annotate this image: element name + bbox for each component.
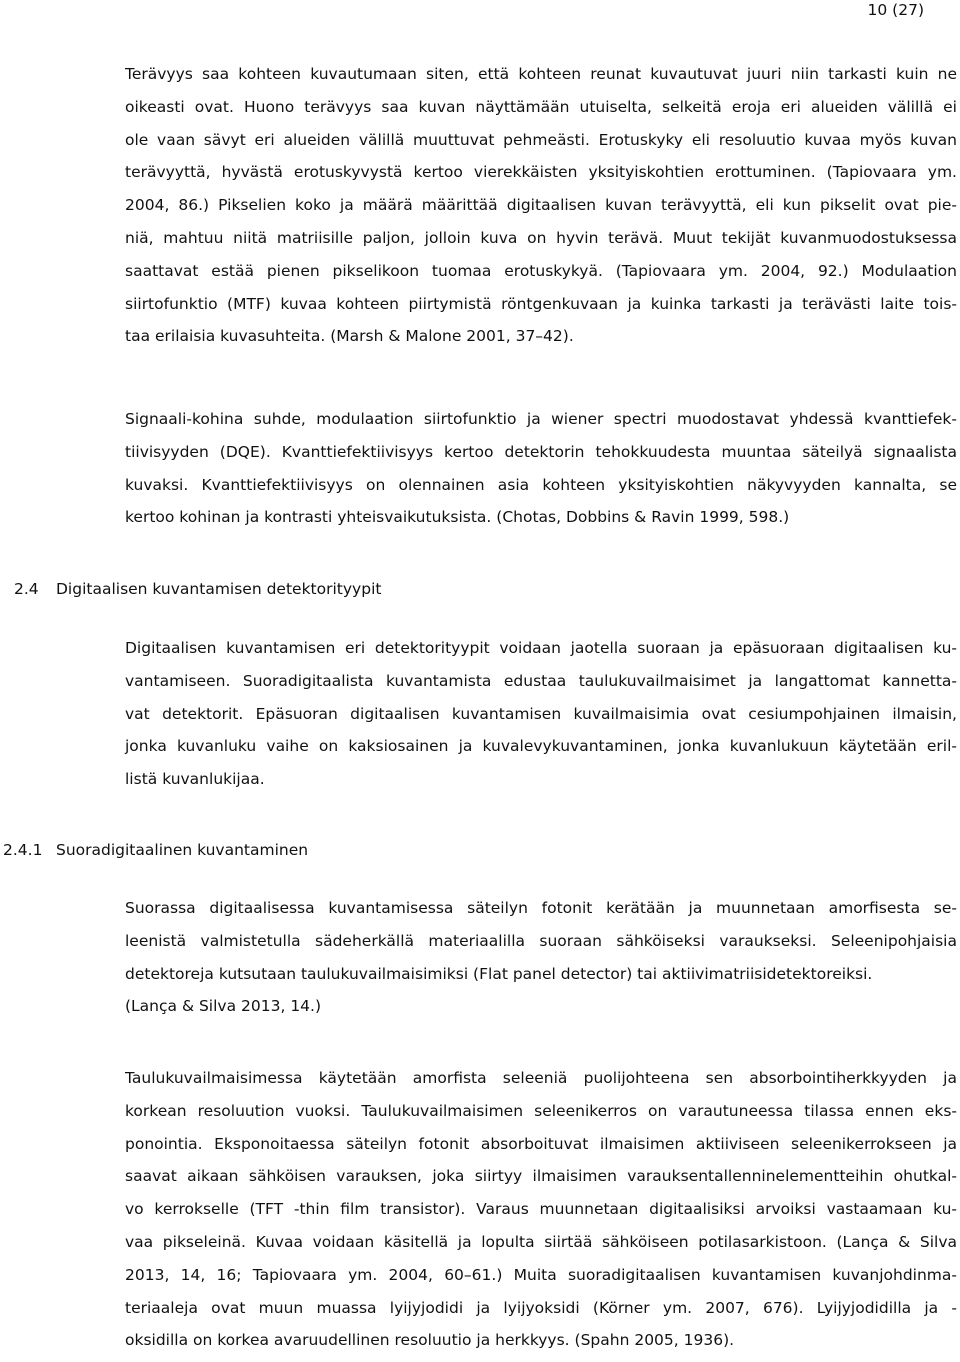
text-line: niä, mahtuu niitä matriisille paljon, jolloin kuva on hyvin terävä. Muut tekijät kuvanmuodostuksessa bbox=[125, 228, 957, 247]
text-line: listä kuvanlukijaa. bbox=[125, 770, 265, 789]
paragraph-flat-panel bbox=[125, 1062, 957, 1357]
text-line: vaa pikseleinä. Kuvaa voidaan käsitellä ja lopulta siirtää sähköiseen potilasarkistoon. (Lança & Silva bbox=[125, 1232, 957, 1251]
page-number: 10 (27) bbox=[867, 1, 924, 19]
text-line: saattavat estää pienen pikselikoon tuomaa erotuskykyä. (Tapiovaara ym. 2004, 92.) Modulaation bbox=[125, 261, 957, 280]
text-line: jonka kuvanluku vaihe on kaksiosainen ja kuvalevykuvantaminen, jonka kuvanlukuun käytetään eril- bbox=[125, 737, 957, 756]
text-line: vat detektorit. Epäsuoran digitaalisen kuvantamisen kuvailmaisimia ovat cesiumpohjainen ilmaisin, bbox=[125, 704, 957, 723]
text-line: kuvaksi. Kvanttiefektiivisyys on olennainen asia kohteen yksityiskohtien näkyvyyden kannalta, se bbox=[125, 475, 957, 494]
text-line: ponointia. Eksponoitaessa säteilyn fotonit absorboituvat ilmaisimen aktiiviseen seleenikerrokseen ja bbox=[125, 1134, 957, 1153]
paragraph-sharpness bbox=[125, 58, 957, 353]
text-line: korkean resoluution vuoksi. Taulukuvailmaisimen seleenikerros on varautuneessa tilassa ennen eks- bbox=[125, 1101, 957, 1120]
section-title: Suoradigitaalinen kuvantaminen bbox=[56, 841, 309, 859]
paragraph-dqe bbox=[125, 403, 957, 534]
text-line: vo kerrokselle (TFT -thin film transistor). Varaus muunnetaan digitaalisiksi arvoiksi vastaamaan ku- bbox=[125, 1200, 957, 1219]
text-line: 2004, 86.) Pikselien koko ja määrä määrittää digitaalisen kuvan terävyyttä, eli kun pikselit ovat pie- bbox=[125, 196, 957, 215]
text-line: teriaaleja ovat muun muassa lyijyjodidi ja lyijyoksidi (Körner ym. 2007, 676). Lyijyjodidilla ja - bbox=[125, 1298, 957, 1317]
text-line: taa erilaisia kuvasuhteita. (Marsh & Malone 2001, 37–42). bbox=[125, 327, 574, 346]
text-line: Signaali-kohina suhde, modulaation siirtofunktio ja wiener spectri muodostavat yhdessä kvanttiefek- bbox=[125, 410, 957, 428]
text-line: Suorassa digitaalisessa kuvantamisessa säteilyn fotonit kerätään ja muunnetaan amorfisesta se- bbox=[125, 899, 957, 917]
text-line: Terävyys saa kohteen kuvautumaan siten, että kohteen reunat kuvautuvat juuri niin tarkasti kuin ne bbox=[125, 65, 957, 83]
text-line: Taulukuvailmaisimessa käytetään amorfista seleeniä puolijohteena sen absorbointiherkkyyden ja bbox=[125, 1069, 957, 1087]
text-line: kertoo kohinan ja kontrasti yhteisvaikutuksista. (Chotas, Dobbins & Ravin 1999, 598.) bbox=[125, 508, 790, 527]
text-line: (Lança & Silva 2013, 14.) bbox=[125, 997, 322, 1016]
section-number: 2.4.1 bbox=[3, 841, 43, 859]
text-line: vantamiseen. Suoradigitaalista kuvantamista edustaa taulukuvailmaisimet ja langattomat kannetta- bbox=[125, 671, 957, 690]
paragraph-direct-digital bbox=[125, 892, 957, 1023]
text-line: oksidilla on korkea avaruudellinen resoluutio ja herkkyys. (Spahn 2005, 1936). bbox=[125, 1331, 735, 1350]
paragraph-detector-types bbox=[125, 632, 957, 796]
text-line: 2013, 14, 16; Tapiovaara ym. 2004, 60–61.) Muita suoradigitaalisen kuvantamisen kuvanjohdinma- bbox=[125, 1265, 957, 1284]
text-line: detektoreja kutsutaan taulukuvailmaisimiksi (Flat panel detector) tai aktiivimatriisidetektoreiksi. bbox=[125, 964, 873, 983]
section-number: 2.4 bbox=[14, 580, 39, 598]
section-title: Digitaalisen kuvantamisen detektorityypit bbox=[56, 580, 382, 598]
text-line: Digitaalisen kuvantamisen eri detektorityypit voidaan jaotella suoraan ja epäsuoraan digitaalisen ku- bbox=[125, 639, 957, 657]
text-line: terävyyttä, hyvästä erotuskyvystä kertoo vierekkäisten yksityiskohtien erottuminen. (Tapiovaara ym. bbox=[125, 163, 957, 182]
text-line: ole vaan sävyt eri alueiden välillä muuttuvat pehmeästi. Erotuskyky eli resoluutio kuvaa myös kuvan bbox=[125, 130, 957, 149]
text-line: siirtofunktio (MTF) kuvaa kohteen piirtymistä röntgenkuvaan ja kuinka tarkasti ja terävästi laite tois- bbox=[125, 294, 957, 313]
text-line: saavat aikaan sähköisen varauksen, joka siirtyy ilmaisimen varauksentallenninelementteihin ohutkal- bbox=[125, 1167, 957, 1186]
text-line: leenistä valmistetulla sädeherkällä materiaalilla suoraan sähköiseksi varaukseksi. Seleenipohjaisia bbox=[125, 931, 957, 950]
text-line: oikeasti ovat. Huono terävyys saa kuvan näyttämään utuiselta, selkeitä eroja eri alueiden välillä ei bbox=[125, 97, 957, 116]
text-line: tiivisyyden (DQE). Kvanttiefektiivisyys kertoo detektorin tehokkuudesta muuntaa säteilyä signaalista bbox=[125, 442, 957, 461]
